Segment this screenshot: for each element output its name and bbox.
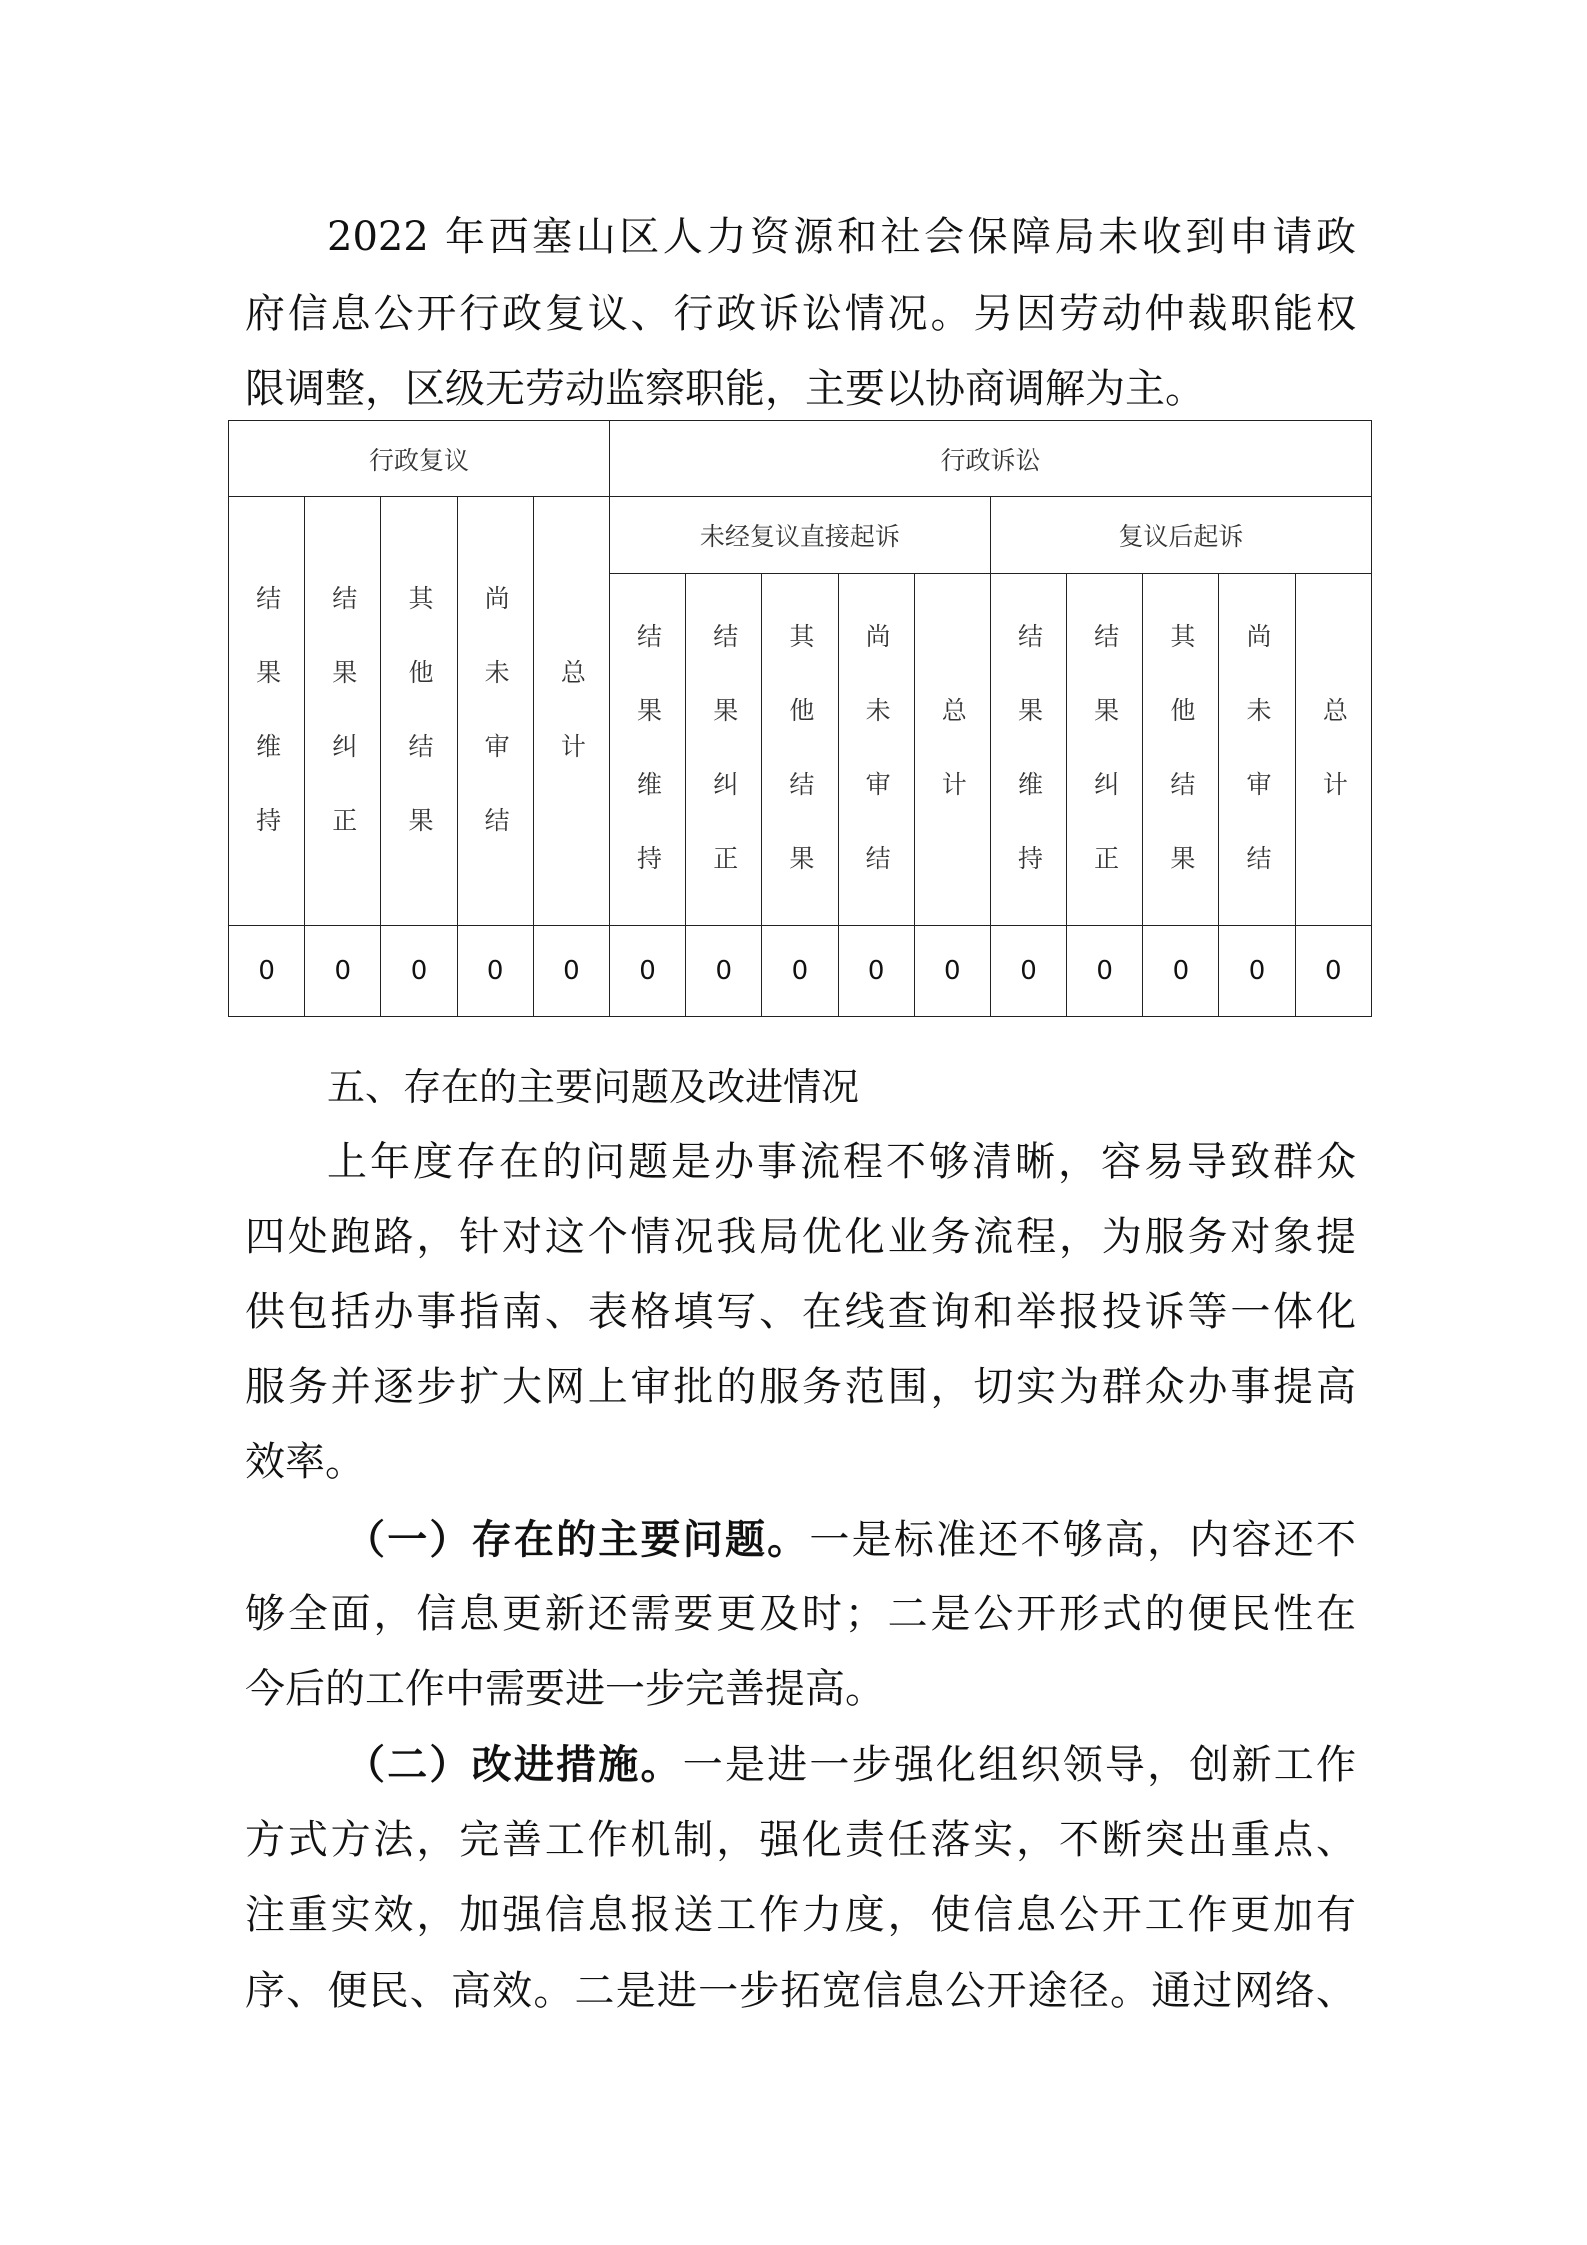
column-header bbox=[1067, 574, 1143, 926]
column-header bbox=[838, 574, 914, 926]
column-header-text: 结果纠正 bbox=[1090, 623, 1120, 919]
text-line: 服务并逐步扩大网上审批的服务范围，切实为群众办事提高 bbox=[245, 1364, 1356, 1410]
column-header-text: 结果纠正 bbox=[709, 623, 739, 919]
value-cell: 0 bbox=[609, 926, 685, 1017]
text-line: 注重实效，加强信息报送工作力度，使信息公开工作更加有 bbox=[245, 1892, 1356, 1938]
column-header-text: 结果维持 bbox=[1014, 623, 1044, 919]
column-header-text: 尚未审结 bbox=[862, 623, 892, 919]
header-administrative-review: 行政复议 bbox=[229, 421, 610, 497]
text-line: 序、便民、高效。二是进一步拓宽信息公开途径。通过网络、 bbox=[245, 1968, 1356, 2014]
column-header bbox=[1219, 574, 1295, 926]
column-header-text: 总计 bbox=[938, 697, 968, 845]
text-line: 2022 年西塞山区人力资源和社会保障局未收到申请政 bbox=[327, 214, 1356, 260]
text-line: 效率。 bbox=[245, 1439, 365, 1485]
text-line: 四处跑路，针对这个情况我局优化业务流程，为服务对象提 bbox=[245, 1214, 1356, 1260]
value-cell: 0 bbox=[914, 926, 990, 1017]
column-header bbox=[990, 574, 1066, 926]
column-header bbox=[914, 574, 990, 926]
text-line: 府信息公开行政复议、行政诉讼情况。另因劳动仲裁职能权 bbox=[245, 291, 1356, 337]
text-line: 够全面，信息更新还需要更及时；二是公开形式的便民性在 bbox=[245, 1591, 1356, 1637]
value-cell: 0 bbox=[1219, 926, 1295, 1017]
column-header-text: 总计 bbox=[1319, 697, 1349, 845]
column-header bbox=[457, 497, 533, 926]
column-header-text: 其他结果 bbox=[785, 623, 815, 919]
value-cell: 0 bbox=[381, 926, 457, 1017]
column-header bbox=[1143, 574, 1219, 926]
text-line: 今后的工作中需要进一步完善提高。 bbox=[245, 1666, 885, 1712]
column-header-text: 结果维持 bbox=[633, 623, 663, 919]
column-header-text: 尚未审结 bbox=[481, 584, 511, 881]
text-line: 方式方法，完善工作机制，强化责任落实，不断突出重点、 bbox=[245, 1817, 1356, 1863]
value-cell: 0 bbox=[1067, 926, 1143, 1017]
text-line: 上年度存在的问题是办事流程不够清晰，容易导致群众 bbox=[327, 1139, 1356, 1185]
header-administrative-litigation: 行政诉讼 bbox=[609, 421, 1371, 497]
text-line bbox=[345, 1502, 1356, 1577]
column-header-text: 其他结果 bbox=[1166, 623, 1196, 919]
column-header bbox=[229, 497, 305, 926]
review-litigation-table bbox=[228, 420, 1372, 1017]
column-header bbox=[609, 574, 685, 926]
text-span: 一是标准还不够高，内容还不 bbox=[809, 1517, 1357, 1563]
value-cell: 0 bbox=[1143, 926, 1219, 1017]
column-header-text: 其他结果 bbox=[404, 584, 434, 881]
value-cell: 0 bbox=[838, 926, 914, 1017]
value-cell: 0 bbox=[1295, 926, 1371, 1017]
column-header-text: 结果维持 bbox=[252, 584, 282, 881]
text-line: 限调整，区级无劳动监察职能，主要以协商调解为主。 bbox=[245, 366, 1205, 412]
value-cell: 0 bbox=[686, 926, 762, 1017]
section-heading: 五、存在的主要问题及改进情况 bbox=[327, 1065, 860, 1109]
column-header-text: 结果纠正 bbox=[328, 584, 358, 881]
value-cell: 0 bbox=[533, 926, 609, 1017]
column-header bbox=[381, 497, 457, 926]
text-line bbox=[345, 1727, 1356, 1802]
bold-lead: （二）改进措施。 bbox=[345, 1741, 683, 1788]
value-cell: 0 bbox=[762, 926, 838, 1017]
text-line: 供包括办事指南、表格填写、在线查询和举报投诉等一体化 bbox=[245, 1289, 1356, 1335]
column-header-text: 总计 bbox=[557, 658, 587, 807]
column-header bbox=[686, 574, 762, 926]
column-header bbox=[762, 574, 838, 926]
value-cell: 0 bbox=[457, 926, 533, 1017]
value-cell: 0 bbox=[305, 926, 381, 1017]
header-suit-after-review: 复议后起诉 bbox=[990, 497, 1371, 574]
column-header-text: 尚未审结 bbox=[1243, 623, 1273, 919]
text-span: 一是进一步强化组织领导，创新工作 bbox=[682, 1742, 1357, 1788]
header-direct-suit: 未经复议直接起诉 bbox=[609, 497, 990, 574]
bold-lead: （一）存在的主要问题。 bbox=[345, 1516, 810, 1563]
value-cell: 0 bbox=[229, 926, 305, 1017]
column-header bbox=[305, 497, 381, 926]
column-header bbox=[1295, 574, 1371, 926]
column-header bbox=[533, 497, 609, 926]
value-cell: 0 bbox=[990, 926, 1066, 1017]
